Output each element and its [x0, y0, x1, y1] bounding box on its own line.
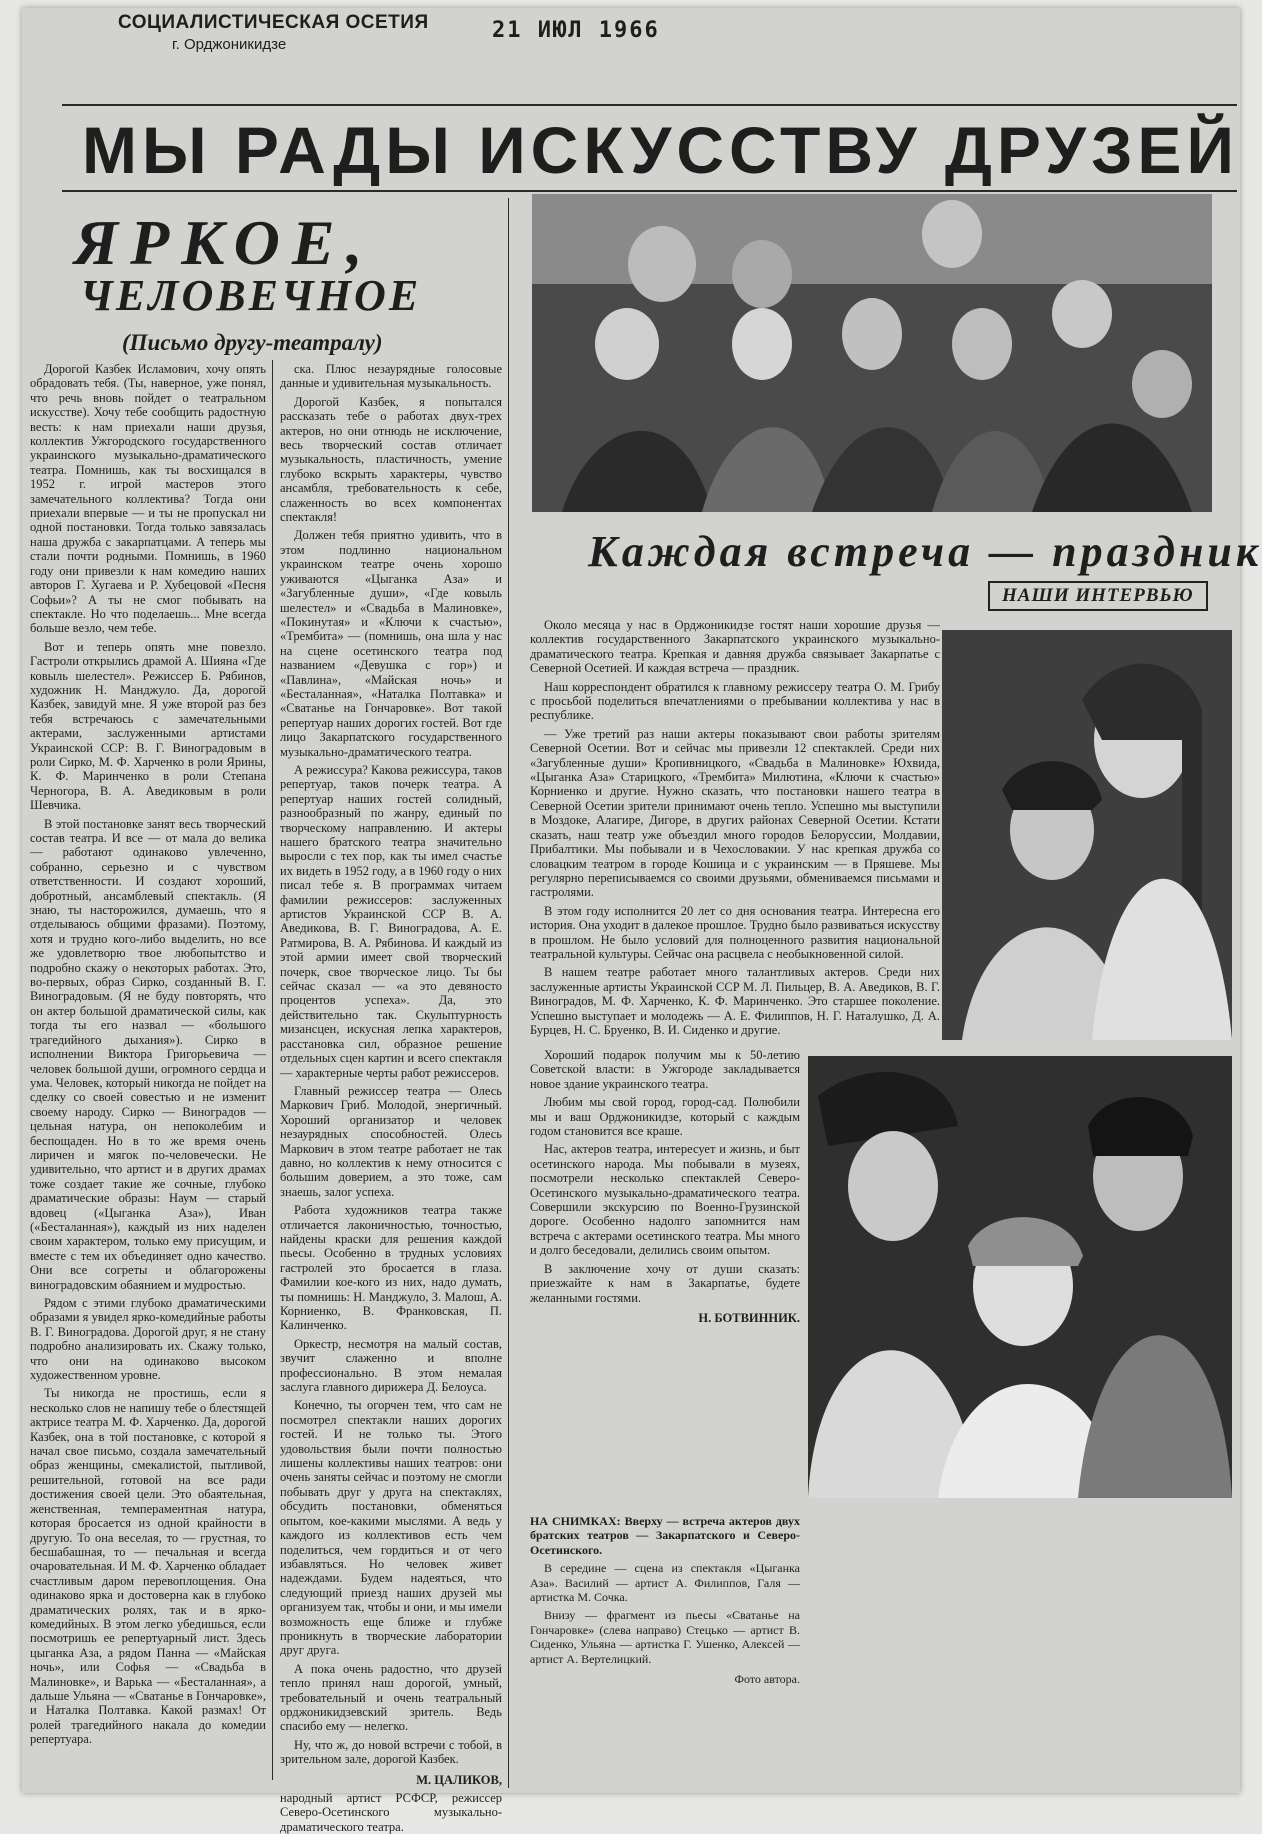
photo-svatanye-image: [808, 1056, 1232, 1498]
letter-paragraph: А пока очень радостно, что друзей тепло принял наш дорогой, умный, требовательный и очень театральный орджоникидзевский зритель. Ведь спасибо ему — нелегко.: [280, 1661, 502, 1734]
letter-paragraph: Главный режиссер театра — Олесь Маркович Гриб. Молодой, энергичный. Хороший организатор и человек незаурядных способностей. Олесь Маркович в этом театре работает не так давно, но коллектив к нему относится с большим доверием, а это тоже, сам знаешь, залог успеха.: [280, 1083, 502, 1199]
photo-tsyganka-aza-image: [942, 630, 1232, 1040]
interview-paragraph: В нашем театре работает много талантливых актеров. Среди них заслуженные артисты Украинской ССР М. Л. Пильцер, В. А. Аведиков, В. Г. Виноградов, М. Ф. Харченко, К. Ф. Маринченко. Это старшее поколение. Успешно выступает и молодежь — А. Е. Филиппов, Н. Г. Наталушко, Д. А. Бурцев, Н. С. Бруенко, В. И. Сиденко и другие.: [530, 965, 940, 1037]
letter-paragraph: Дорогой Казбек Исламович, хочу опять обрадовать тебя. (Ты, наверное, уже понял, что речь вновь пойдет о театральном искусстве). Хочу тебе сообщить радостную весть: к нам приехали наши друзья, коллектив Ужгородского государственного украинского музыкально-драматического театра. Помнишь, как ты восхищался в 1952 г. игрой мастеров этого замечательного коллектива? Тогда они приехали впервые — и ты не пропускал ни одной постановки. Тогда только завязалась наша дружба с закарпатцами. А теперь мы стали почти родными. Помнишь, в 1960 году они привезли к нам комедию наших авторов Г. Хугаева и Р. Хубецовой «Песня Софьи»? А ты не смог побывать на спектакле. Но что поделаешь... Мне всегда больше везло, чем тебе.: [30, 362, 266, 636]
letter-title-line2: ЧЕЛОВЕЧНОЕ: [80, 271, 422, 320]
letter-paragraph: Рядом с этими глубоко драматическими образами я увидел ярко-комедийные работы В. Г. Виноградова. Дорогой друг, я не стану подробно анализировать их. Скажу только, что они на одинаково высоком художественном уровне.: [30, 1296, 266, 1383]
interview-column-top: [530, 618, 940, 1083]
photo-svatanye-na-goncharovke: [808, 1056, 1232, 1498]
letter-paragraph: Должен тебя приятно удивить, что в этом подлинно национальном украинском театре очень хорошо уживаются «Цыганка Аза» и «Загубленные души», «Где ковыль шелестел» и «Свадьба в Малиновке», «Покинутая» и «Ключи к счастью», «Трембита» — (помнишь, она шла у нас на сцене осетинского театра под названием «Девушка с гор») и «Павлина», «Майская ночь» и «Бесталанная», «Наталка Полтавка» и «Сватанье на Гончаровке». Вот такой репертуар наших дорогих гостей. Вот где лицо Закарпатского государственного музыкально-драматического театра.: [280, 528, 502, 759]
letter-subtitle: (Письмо другу-театралу): [122, 330, 383, 355]
masthead-city: г. Орджоникидзе: [172, 36, 287, 53]
letter-paragraph: Вот и теперь опять мне повезло. Гастроли открылись драмой А. Шияна «Где ковыль шелестел». Режиссер Б. Рябинов, художник Н. Манджуло. Да, дорогой Казбек, завидуй мне. Я уже второй раз без тебя встречаюсь с замечательными актерами, заслуженными артистами Украинской ССР: В. Г. Виноградовым в роли Сирко, М. Ф. Харченко в роли Ярины, К. Ф. Маринченко в роли Степана Черногора, В. А. Аведиковым в роли Шевчика.: [30, 639, 266, 813]
interview-title: Каждая встреча — праздник: [588, 527, 1262, 576]
newspaper-masthead: СОЦИАЛИСТИЧЕСКАЯ ОСЕТИЯ: [118, 12, 429, 33]
headline-top-rule: [62, 104, 1237, 106]
interview-paragraph: Наш корреспондент обратился к главному режиссеру театра О. М. Грибу с просьбой поделиться впечатлениями о пребывании коллектива у нас в республике.: [530, 679, 940, 723]
letter-signature-position: народный артист РСФСР, режиссер Северо-Осетинского музыкально-драматического театра.: [280, 1791, 502, 1834]
page-headline: МЫ РАДЫ ИСКУССТВУ ДРУЗЕЙ: [82, 113, 1239, 187]
photo-actors-meeting-image: [532, 194, 1212, 512]
letter-paragraph: А режиссура? Какова режиссура, таков репертуар, таков почерк театра. А репертуар наших гостей солидный, разнообразный по жанру, единый по творческому направлению. И актеры нашего братского театра значительно выросли с тех пор, как ты имел счастье их видеть в 1952 году, а в 1960 году о них писал тебе я. В программах читаем фамилии режиссеров: заслуженных артистов Украинской ССР В. А. Аведикова, В. Г. Виноградова, А. Е. Ратмирова, В. А. Рябинова. И каждый из этой армии имеет свой творческий почерк, свое творческое лицо. Ты бы сейчас сказал — «а это девяносто процентов успеха». Да, это действительно так. Скульптурность мизансцен, искусная лепка характеров, расстановка сил, образное решение отдельных сцен картин и всего спектакля — характерные черты работ режиссеров.: [280, 762, 502, 1080]
interview-paragraph: Хороший подарок получим мы к 50-летию Советской власти: в Ужгороде закладывается новое здание украинского театра.: [530, 1048, 800, 1091]
interview-paragraph: Нас, актеров театра, интересует и жизнь, и быт осетинского народа. Мы побывали в музеях, посмотрели несколько спектаклей Северо-Осетинского музыкально-драматического театра. Совершили экскурсию по Военно-Грузинской дороге. Особенно надолго запомнится нам встреча с актерами осетинского театра. Мы много и долго беседовали, делились своим опытом.: [530, 1142, 800, 1258]
interview-byline: Н. БОТВИННИК.: [698, 1310, 800, 1325]
interview-rubric: НАШИ ИНТЕРВЬЮ: [988, 581, 1208, 611]
photo-credit: Фото автора.: [734, 1672, 800, 1687]
photo-actors-meeting: [532, 194, 1212, 512]
interview-paragraph: — Уже третий раз наши актеры показывают свои работы зрителям Северной Осетии. Вот и сейчас мы привезли 12 спектаклей. Среди них «Загубленные души» Кропивницкого, «Свадьба в Малиновке» Юхвида, «Цыганка Аза» Старицкого, «Трембита» Милютина, «Ключи к счастью» Корниенко и другие. Нужно сказать, что постановки нашего театра в Северной Осетии зрители принимают очень тепло. Успешно мы выступили в Моздоке, Алагире, Дигоре, в других районах Северной Осетии. Кстати сказать, наш театр уже объездил много городов Белоруссии, Молдавии, Прибалтики. Мы побывали и в Чехословакии. У нас крепкая дружба со словацким театром в городе Кошица и с украинским — в Пряшеве. Мы регулярно переписываемся со своими друзьями, обмениваемся письмами и гастролями.: [530, 726, 940, 900]
letter-paragraph: Ну, что ж, до новой встречи с тобой, в зрительном зале, дорогой Казбек.: [280, 1737, 502, 1767]
letter-paragraph: Ты никогда не простишь, если я несколько слов не напишу тебе о блестящей актрисе театра М. Ф. Харченко. Да, дорогой Казбек, она в той постановке, с которой я начал свое письмо, создала замечательный образ женщины, смекалистой, пытливой, решительной, готовой на все ради достижения своей цели. Это обаятельная, женственная, темпераментная натура, которая бросается из одной крайности в другую. То она веселая, то — грустная, то бесшабашная, то — печальная и всегда очаровательная. И М. Ф. Харченко обладает счастливым даром перевоплощения. Она одинаково ярка и достоверна как в глубоко драматических ролях, так и в ярко-комедийных. В этом легко убедишься, если посмотришь ее репертуарный лист. Здесь цыганка Аза, а рядом Панна — «Майская ночь», или Софья — «Свадьба в Малиновке», и Варька — «Бесталанная», а дальше Ульяна — «Сватанье в Гончаровке», и Наталка Полтавка. Какой размах! От ролей трагедийного накала до комедии репертуара.: [30, 1386, 266, 1747]
letter-paragraph: Конечно, ты огорчен тем, что сам не посмотрел спектакли наших дорогих гостей. И не только ты. Этого удовольствия были почти полностью лишены коллективы наших театров: они очень заняты сейчас и поэтому не смогли побывать друг у друга на спектаклях, обсудить постановки, обменяться опытом, кое-какими мыслями. А ведь у каждого из коллективов есть чем поделиться, чем гордиться и от чего избавляться. Но человек живет надеждами. Будем надеяться, что следующий приезд наших друзей мы организуем так, чтобы и они, и мы имели возможность еще ближе и глубже проникнуть в творческие лаборатории друг друга.: [280, 1398, 502, 1658]
letter-column-2: [280, 362, 502, 1834]
column-divider: [508, 198, 509, 1788]
photo-tsyganka-aza: [942, 630, 1232, 1040]
interview-paragraph: В этом году исполнится 20 лет со дня основания театра. Интересна его история. Она уходит в далекое прошлое. Трудно было развиваться искусству в прошлом. Не было условий для полноценного развития национальной театральной культуры. Сейчас она расцвела с необыкновенной силой.: [530, 903, 940, 961]
headline-bottom-rule: [62, 190, 1237, 192]
interview-paragraph: В заключение хочу от души сказать: приезжайте к нам в Закарпатье, будете желанными гостями.: [530, 1261, 800, 1305]
caption-top: НА СНИМКАХ: Вверху — встреча актеров двух братских театров — Закарпатского и Северо-Осетинского.: [530, 1514, 800, 1557]
letter-paragraph: Работа художников театра также отличается лаконичностью, точностью, найдены краски для решения каждой пьесы. Особенно в трудных условиях гастролей это бросается в глаза. Фамилии кое-кого из них, надо думать, ты помнишь: Н. Манджуло, З. Малош, А. Корниенко, В. Франковская, П. Калинченко.: [280, 1203, 502, 1333]
interview-paragraph: Любим мы свой город, город-сад. Полюбили мы и ваш Орджоникидзе, который с каждым годом становится все краше.: [530, 1095, 800, 1139]
interview-paragraph: Около месяца у нас в Орджоникидзе гостят наши хорошие друзья — коллектив государственного Закарпатского украинского музыкально-драматического театра. Крепкая и давняя дружба связывает Закарпатье с Северной Осетией. И каждая встреча — праздник.: [530, 618, 940, 676]
letter-paragraph: В этой постановке занят весь творческий состав театра. И все — от мала до велика — работают одинаково увлеченно, собранно, серьезно и с чувством ответственности. И создают хороший, добротный, ансамблевый спектакль. (Я знаю, ты насторожился, думаешь, что я отделываюсь общими фразами). Поэтому, хотя и трудно кого-либо выделить, но все же удовлетворю твое любопытство и подробно скажу о некоторых работах. Это, во-первых, образ Сирко, созданный В. Г. Виноградовым. (Я не буду повторять, что он актер большой драматической силы, как тогда ты его назвал — «большого трагедийного дыхания»). Сирко в исполнении Виктора Григорьевича — человек большой души, огромного сердца и ума. Человек, который никогда не пойдет на сделку со своей совестью и не изменит своему народу. Сирко — Виноградов — цельная натура, он непоколебим и беспощаден. Но в то же время очень лиричен и мягок по-человечески. Не удивительно, что артист и в других драмах тоже создает такие же сочные, глубоко драматические образы: Наум — старый вдовец («Цыганка Аза»), Иван («Бесталанная»), каждый из них наделен своим характером, только ему присущим, и вместе с тем их объединяет одно качество. Они все согреты и облагорожены виноградовским обаянием и мудростью.: [30, 816, 266, 1292]
caption-middle: В середине — сцена из спектакля «Цыганка Аза». Василий — артист А. Филиппов, Галя — артистка М. Сочка.: [530, 1561, 800, 1605]
date-stamp: 21 ИЮЛ 1966: [492, 18, 660, 43]
caption-bottom: Внизу — фрагмент из пьесы «Сватанье на Гончаровке» (слева направо) Стецько — артист В. Сиденко, Ульяна — артистка Г. Ушенко, Алексей — артист А. Вертелицкий.: [530, 1608, 800, 1666]
letter-paragraph: Оркестр, несмотря на малый состав, звучит слаженно и вполне профессионально. В этом немалая заслуга главного дирижера Д. Белоуса.: [280, 1336, 502, 1395]
letter-title-line1: ЯРКОЕ,: [74, 207, 375, 278]
letter-signature: М. ЦАЛИКОВ,: [416, 1772, 502, 1787]
letter-paragraph: ска. Плюс незаурядные голосовые данные и удивительная музыкальность.: [280, 362, 502, 391]
interview-column-bottom: [530, 1048, 800, 1508]
letter-paragraph: Дорогой Казбек, я попытался рассказать тебе о работах двух-трех актеров, но они отнюдь не исключение, весь творческий состав отличает музыкальность, пластичность, умение глубоко вскрыть характеры, чувство ансамбля, требовательность к себе, слаженность во всех компонентах спектакля!: [280, 394, 502, 525]
letter-column-1: [30, 362, 266, 1787]
photo-captions: [530, 1514, 800, 1687]
newspaper-clipping: [22, 8, 1262, 1834]
letter-column-divider: [272, 360, 273, 1780]
